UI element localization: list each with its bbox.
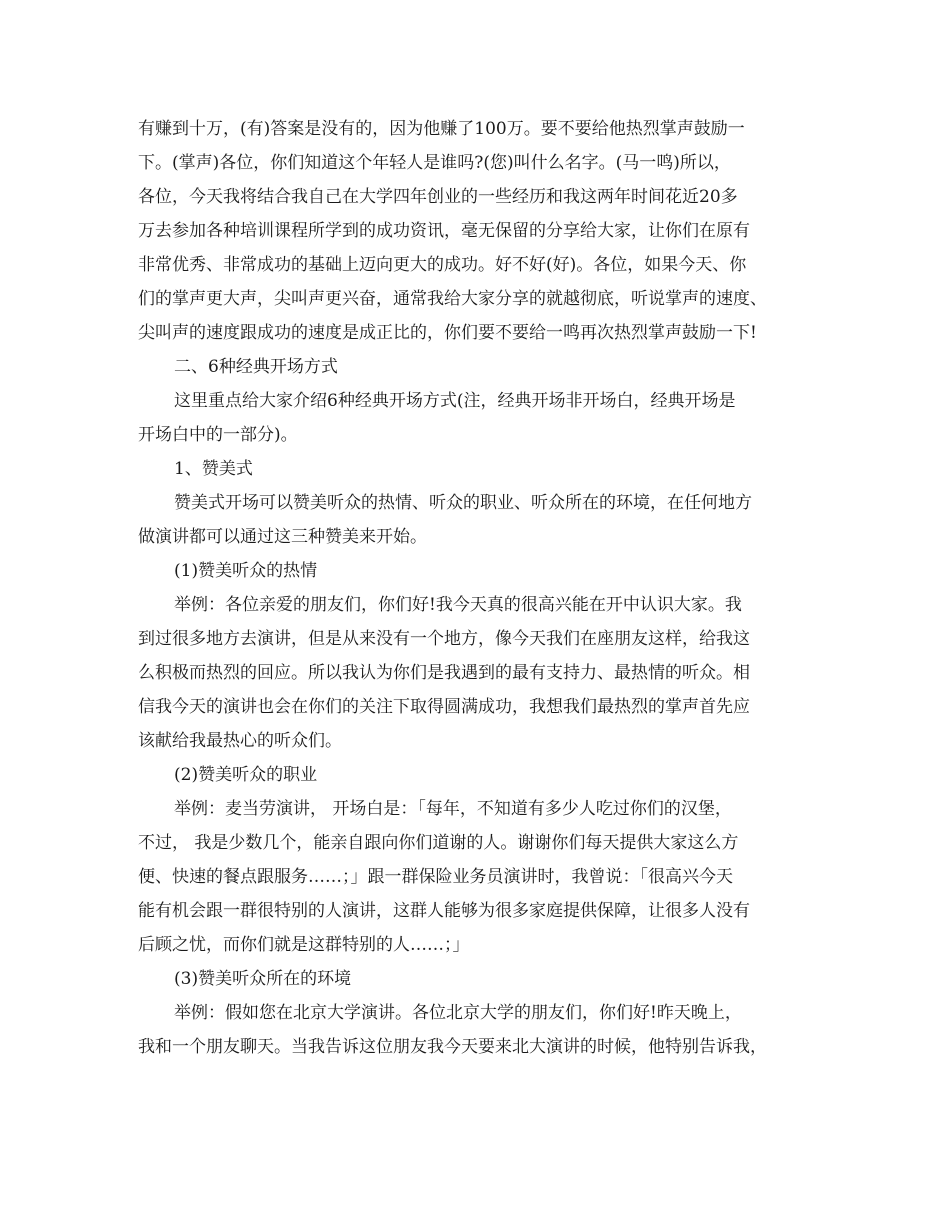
text-line-5: 非常优秀、非常成功的基础上迈向更大的成功。好不好(好)。各位，如果今天、你	[138, 255, 747, 275]
text-line-1: 有赚到十万，(有)答案是没有的，因为他赚了100万。要不要给他热烈掌声鼓励一	[138, 119, 745, 139]
text-line-10: 开场白中的一部分)。	[138, 425, 298, 445]
section-heading: 二、6种经典开场方式	[174, 357, 338, 377]
text-line-6: 们的掌声更大声，尖叫声更兴奋，通常我给大家分享的就越彻底，听说掌声的速度、	[138, 289, 767, 309]
text-line-21: 举例：麦当劳演讲， 开场白是：「每年，不知道有多少人吃过你们的汉堡，	[174, 799, 732, 819]
text-line-17: 么积极而热烈的回应。所以我认为你们是我遇到的最有支持力、最热情的听众。相	[138, 663, 750, 683]
item-heading-2: (2)赞美听众的职业	[174, 765, 318, 785]
text-line-12: 赞美式开场可以赞美听众的热情、听众的职业、听众所在的环境，在任何地方	[174, 493, 752, 513]
text-line-4: 万去参加各种培训课程所学到的成功资讯，毫无保留的分享给大家，让你们在原有	[138, 221, 750, 241]
text-line-28: 我和一个朋友聊天。当我告诉这位朋友我今天要来北大演讲的时候，他特别告诉我，	[138, 1037, 767, 1057]
text-line-24: 能有机会跟一群很特别的人演讲，这群人能够为很多家庭提供保障，让很多人没有	[138, 901, 750, 921]
text-line-13: 做演讲都可以通过这三种赞美来开始。	[138, 527, 427, 547]
text-line-22: 不过， 我是少数几个，能亲自跟向你们道谢的人。谢谢你们每天提供大家这么方	[138, 833, 739, 853]
item-heading-1: (1)赞美听众的热情	[174, 561, 318, 581]
text-line-18: 信我今天的演讲也会在你们的关注下取得圆满成功，我想我们最热烈的掌声首先应	[138, 697, 750, 717]
text-line-3: 各位，今天我将结合我自己在大学四年创业的一些经历和我这两年时间花近20多	[138, 187, 738, 207]
text-line-9: 这里重点给大家介绍6种经典开场方式(注，经典开场非开场白，经典开场是	[174, 391, 736, 411]
text-line-27: 举例：假如您在北京大学演讲。各位北京大学的朋友们，你们好!昨天晚上，	[174, 1003, 742, 1023]
text-line-7: 尖叫声的速度跟成功的速度是成正比的，你们要不要给一鸣再次热烈掌声鼓励一下!	[138, 323, 757, 343]
text-line-15: 举例：各位亲爱的朋友们，你们好!我今天真的很高兴能在开中认识大家。我	[174, 595, 742, 615]
item-heading-3: (3)赞美听众所在的环境	[174, 969, 352, 989]
subsection-heading-1: 1、赞美式	[174, 459, 253, 479]
document-page	[138, 112, 818, 1064]
text-line-16: 到过很多地方去演讲，但是从来没有一个地方，像今天我们在座朋友这样，给我这	[138, 629, 750, 649]
text-line-19: 该献给我最热心的听众们。	[138, 731, 342, 751]
text-line-25: 后顾之忧，而你们就是这群特别的人……；」	[138, 935, 470, 955]
text-line-23: 便、快速的餐点跟服务……；」跟一群保险业务员演讲时，我曾说：「很高兴今天	[138, 867, 733, 887]
text-line-2: 下。(掌声)各位，你们知道这个年轻人是谁吗?(您)叫什么名字。(马一鸣)所以，	[138, 153, 731, 173]
